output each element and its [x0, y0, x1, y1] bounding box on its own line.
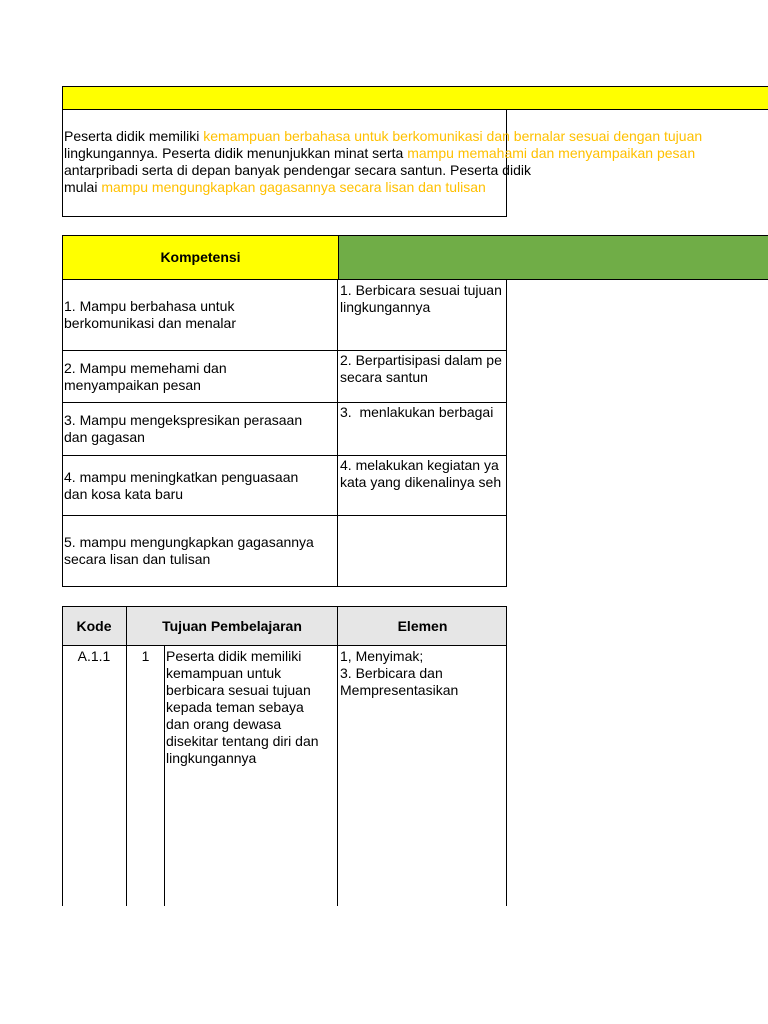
goals-kode: A.1.1	[77, 648, 111, 664]
top-header-bar	[62, 86, 768, 110]
paragraph-text: Peserta didik memiliki	[64, 128, 204, 144]
competency-header	[62, 235, 338, 280]
description-paragraph	[64, 128, 703, 198]
competency-right-1: 1. Berbicara sesuai tujuan lingkungannya	[340, 282, 502, 315]
competency-left-3: 3. Mampu mengekspresikan perasaan dan gagasan	[64, 412, 303, 445]
competency-left-1: 1. Mampu berbahasa untuk berkomunikasi dan menalar	[64, 298, 236, 331]
competency-header-green	[338, 235, 768, 280]
goals-header-tujuan: Tujuan Pembelajaran	[162, 617, 302, 634]
competency-left-2: 2. Mampu memehami dan menyampaikan pesan	[64, 359, 227, 393]
goals-header-kode: Kode	[76, 617, 112, 634]
competency-right-2: 2. Berpartisipasi dalam pe secara santun	[340, 352, 502, 385]
highlighted-text: kemampuan berbahasa untuk berkomunikasi dan bernalar sesuai dengan tujuan	[203, 128, 703, 144]
paragraph-text: antarpribadi serta di depan banyak pendengar secara santun. Peserta didik	[64, 162, 531, 178]
competency-right-4: 4. melakukan kegiatan ya kata yang dikenalinya seh	[340, 457, 502, 490]
paragraph-text: mulai	[64, 179, 102, 195]
competency-left-5: 5. mampu mengungkapkan gagasannya secara lisan dan tulisan	[64, 534, 314, 567]
goals-divider	[337, 606, 338, 906]
para-line-1	[64, 128, 703, 145]
goals-elemen: 1, Menyimak; 3. Berbicara dan Mempresentasikan	[340, 648, 459, 698]
goals-header-elemen: Elemen	[397, 617, 448, 634]
competency-left-4: 4. mampu meningkatkan penguasaan dan kosa kata baru	[64, 468, 299, 502]
goals-number: 1	[141, 648, 150, 664]
goals-tujuan: Peserta didik memiliki kemampuan untuk berbicara sesuai tujuan kepada teman sebaya dan orang dewasa disekitar tentang diri dan lingkungannya	[166, 648, 319, 766]
goals-divider	[164, 646, 165, 906]
competency-right-3: 3. menlakukan berbagai	[340, 404, 494, 420]
competency-header-label: Kompetensi	[160, 249, 241, 265]
highlighted-text: mampu mengungkapkan gagasannya secara lisan dan tulisan	[101, 179, 486, 195]
paragraph-text: lingkungannya. Peserta didik menunjukkan minat serta	[64, 145, 408, 161]
para-line-2	[64, 145, 696, 162]
para-line-4	[64, 179, 506, 196]
para-line-3	[64, 162, 531, 179]
highlighted-text: mampu memahami dan menyampaikan pesan	[407, 145, 696, 161]
competency-right-5	[340, 517, 506, 537]
